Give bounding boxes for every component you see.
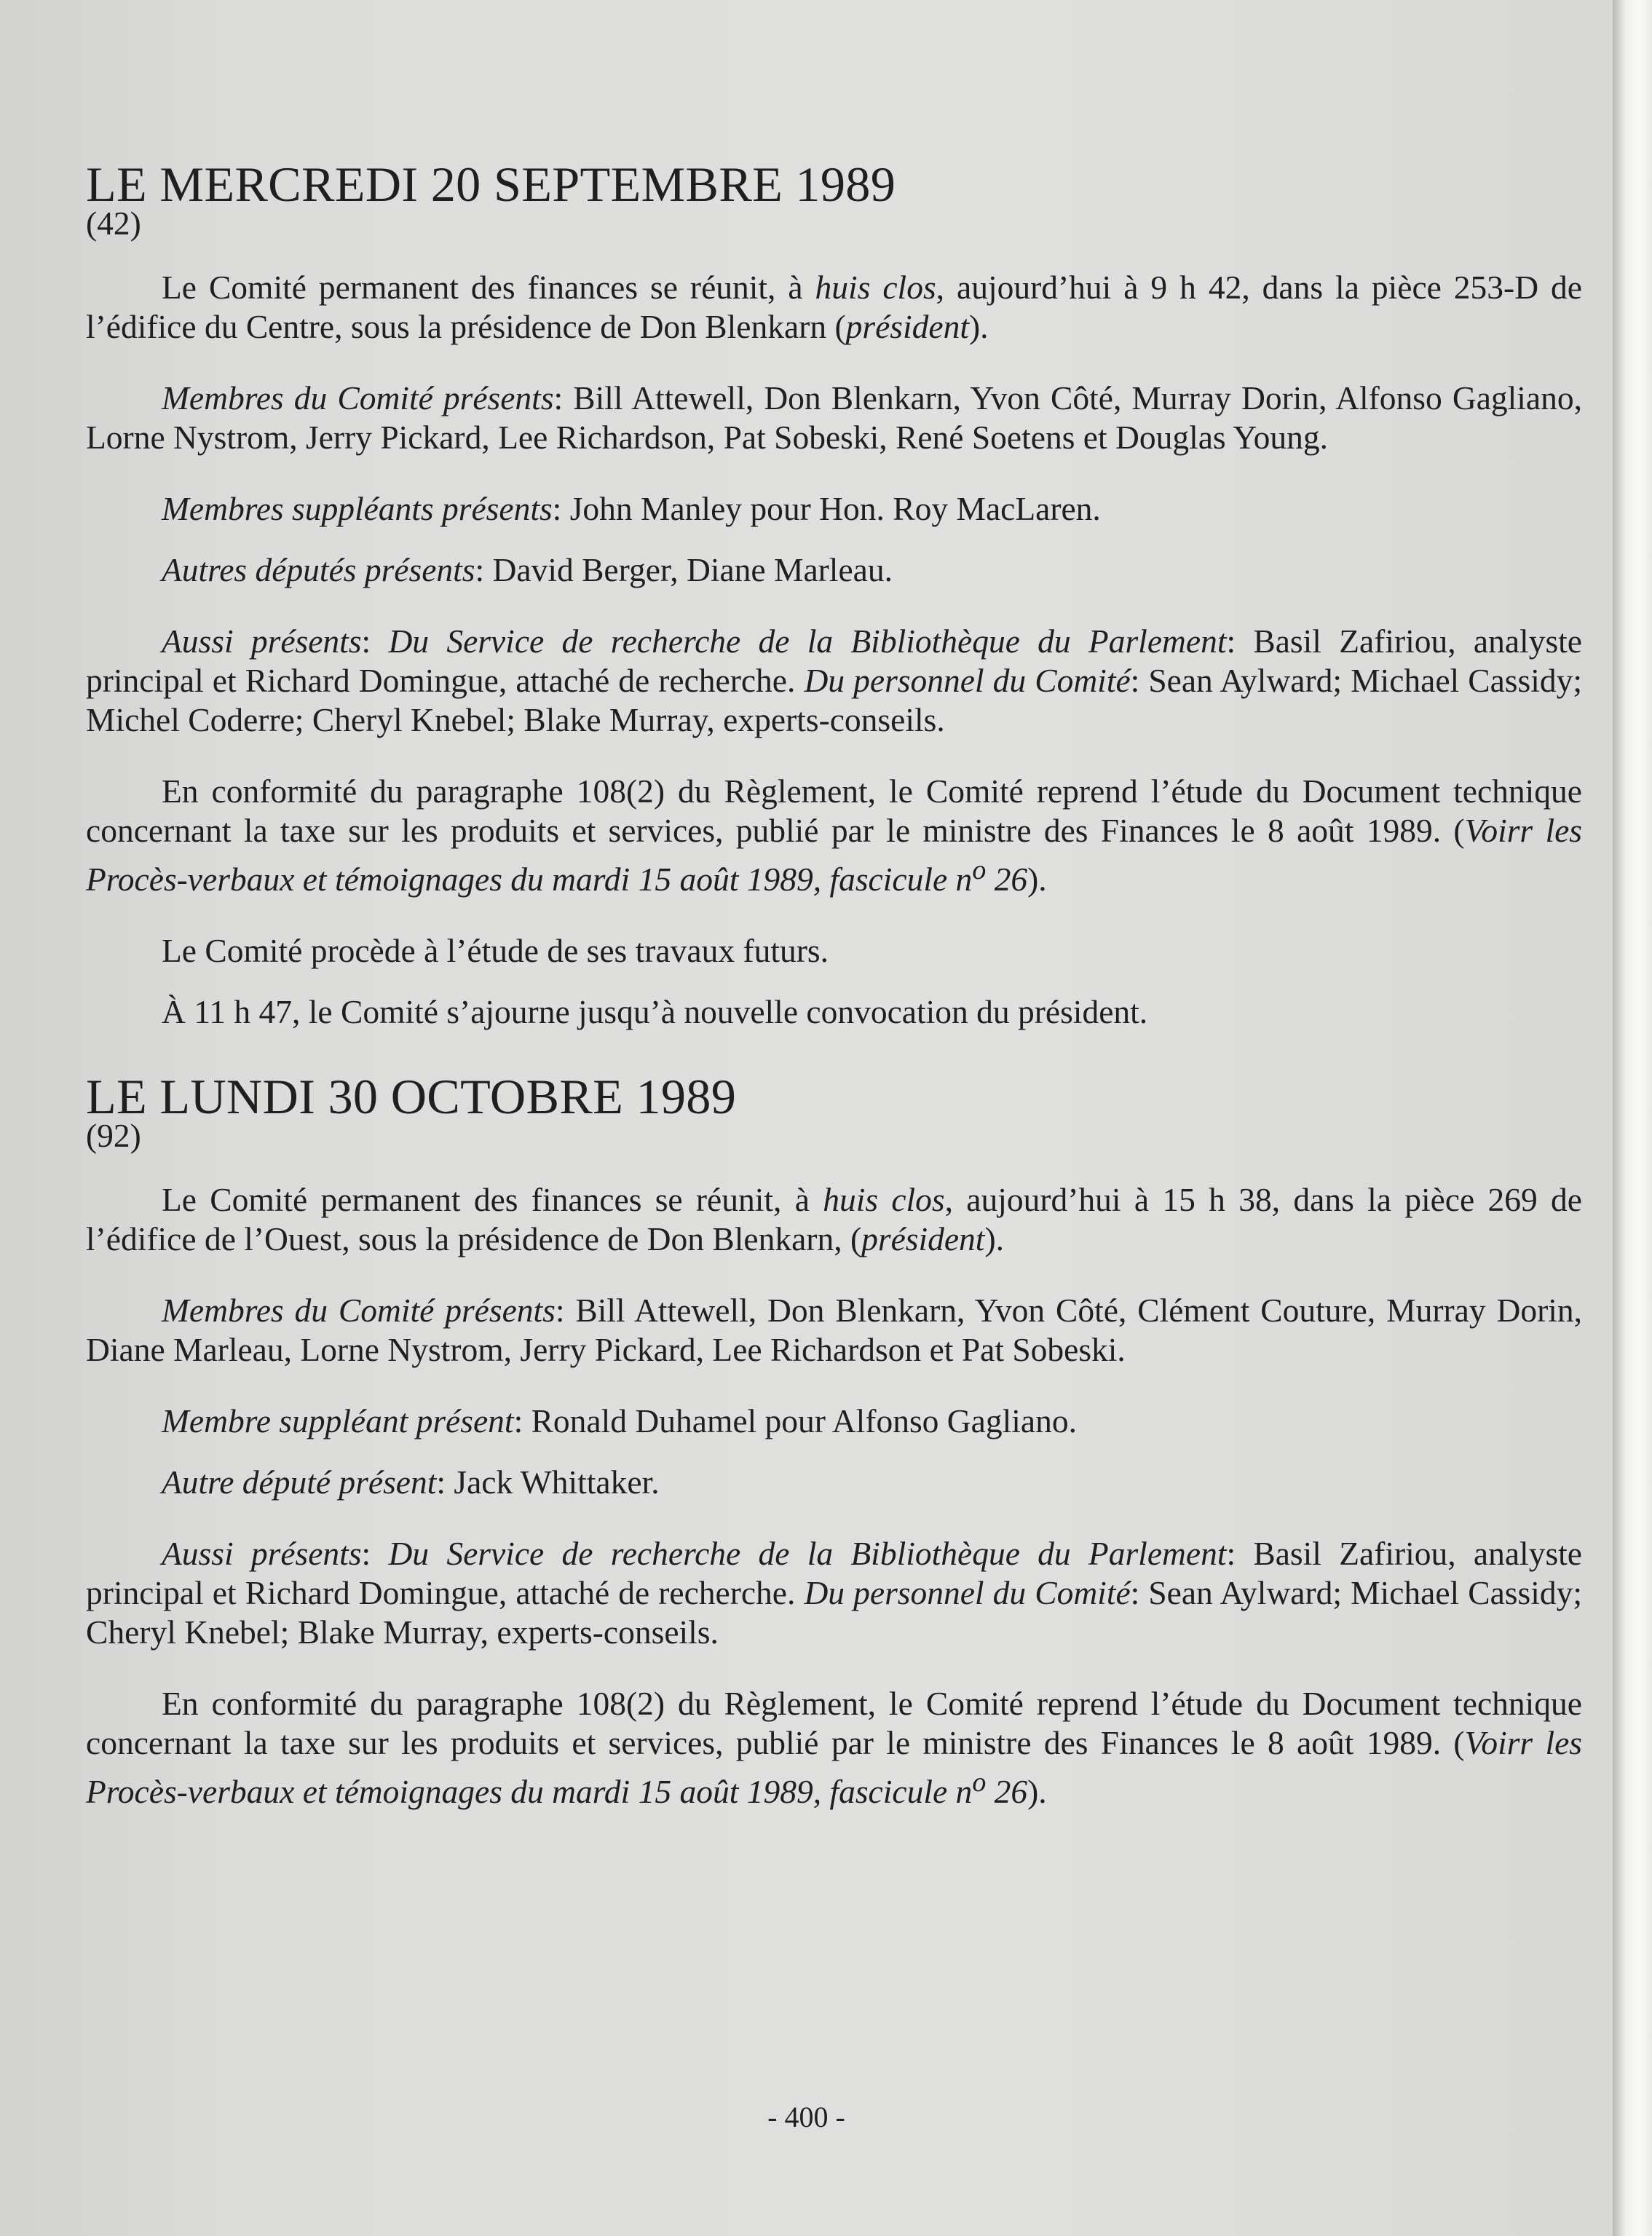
opening-paragraph: Le Comité permanent des finances se réunit, à huis clos, aujourd’hui à 15 h 38, dans la pièce 269 de l’édifice de l’Ouest, sous la présidence de Don Blenkarn, (président).	[86, 1181, 1582, 1258]
members-present: Membres du Comité présents: Bill Attewell, Don Blenkarn, Yvon Côté, Clément Couture, Murray Dorin, Diane Marleau, Lorne Nystrom, Jerry Pickard, Lee Richardson et Pat Sobeski.	[86, 1292, 1582, 1369]
session-number: (42)	[86, 205, 141, 242]
page-number: - 400 -	[767, 2101, 845, 2133]
also-present: Aussi présents: Du Service de recherche de la Bibliothèque du Parlement: Basil Zafiriou, analyste principal et Richard Domingue, attaché de recherche. Du personnel du Comité: Sean Aylward; Michael Cassidy; Cheryl Knebel; Blake Murray, experts-conseils.	[86, 1535, 1582, 1651]
session-heading: LE MERCREDI 20 SEPTEMBRE 1989	[86, 157, 896, 212]
other-mps: Autre député présent: Jack Whittaker.	[162, 1463, 660, 1501]
future-business: Le Comité procède à l’étude de ses travaux futurs.	[162, 932, 829, 970]
alternate-members: Membres suppléants présents: John Manley pour Hon. Roy MacLaren.	[162, 490, 1101, 527]
session-heading: LE LUNDI 30 OCTOBRE 1989	[86, 1069, 737, 1125]
page-content	[86, 157, 1582, 1812]
also-present: Aussi présents: Du Service de recherche de la Bibliothèque du Parlement: Basil Zafiriou, analyste principal et Richard Domingue, attaché de recherche. Du personnel du Comité: Sean Aylward; Michael Cassidy; Michel Coderre; Cheryl Knebel; Blake Murray, experts-conseils.	[86, 623, 1582, 738]
order-of-reference: En conformité du paragraphe 108(2) du Règlement, le Comité reprend l’étude du Document technique concernant la taxe sur les produits et services, publié par le ministre des Finances le 8 août 1989. (Voirr les Procès-verbaux et témoignages du mardi 15 août 1989, fascicule $n^o$ 26).	[86, 1685, 1582, 1811]
adjournment: À 11 h 47, le Comité s’ajourne jusqu’à nouvelle convocation du président.	[162, 993, 1148, 1031]
alternate-members: Membre suppléant présent: Ronald Duhamel pour Alfonso Gagliano.	[162, 1402, 1077, 1440]
session-number: (92)	[86, 1117, 141, 1155]
opening-paragraph: Le Comité permanent des finances se réunit, à huis clos, aujourd’hui à 9 h 42, dans la pièce 253-D de l’édifice du Centre, sous la présidence de Don Blenkarn (président).	[86, 269, 1582, 345]
other-mps: Autres députés présents: David Berger, Diane Marleau.	[162, 551, 893, 588]
page-edge	[1613, 0, 1652, 2236]
members-present: Membres du Comité présents: Bill Attewell, Don Blenkarn, Yvon Côté, Murray Dorin, Alfonso Gagliano, Lorne Nystrom, Jerry Pickard, Lee Richardson, Pat Sobeski, René Soetens et Douglas Young.	[86, 379, 1582, 456]
order-of-reference: En conformité du paragraphe 108(2) du Règlement, le Comité reprend l’étude du Document technique concernant la taxe sur les produits et services, publié par le ministre des Finances le 8 août 1989. (Voirr les Procès-verbaux et témoignages du mardi 15 août 1989, fascicule $n^o$ 26).	[86, 773, 1582, 898]
